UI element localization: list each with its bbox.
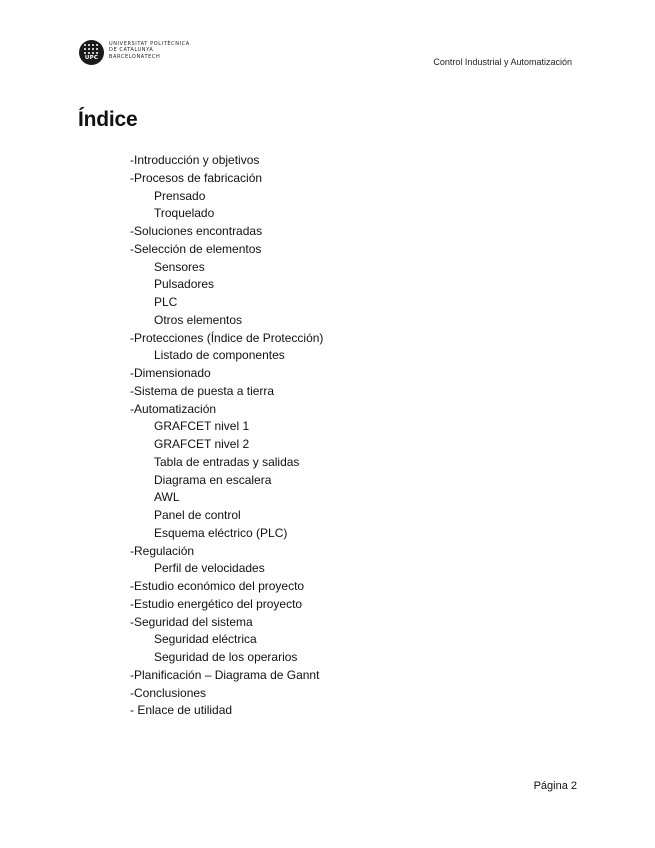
toc-item[interactable]: -Regulación	[130, 543, 195, 558]
toc-item[interactable]: -Planificación – Diagrama de Gannt	[130, 667, 320, 682]
toc-subitem[interactable]: Perfil de velocidades	[154, 561, 265, 576]
logo-abbr: UPC	[84, 55, 99, 61]
toc-item[interactable]: -Dimensionado	[130, 366, 211, 380]
toc-item[interactable]: -Seguridad del sistema	[130, 614, 253, 629]
upc-logo	[79, 40, 219, 68]
toc-subitem[interactable]: Pulsadores	[154, 277, 215, 292]
toc-subitem[interactable]: Seguridad de los operarios	[154, 650, 298, 664]
logo-line-1: UNIVERSITAT POLITÈCNICA	[109, 41, 190, 47]
toc-item[interactable]: -Procesos de fabricación	[130, 170, 263, 185]
toc-subitem[interactable]: Sensores	[154, 259, 205, 274]
toc-subitem[interactable]: Tabla de entradas y salidas	[154, 454, 300, 469]
toc-subitem[interactable]: Seguridad eléctrica	[154, 632, 257, 647]
toc-item[interactable]: -Estudio energético del proyecto	[130, 596, 303, 611]
document-subject: Control Industrial y Automatización	[433, 57, 572, 67]
toc-item[interactable]: -Selección de elementos	[130, 241, 262, 256]
logo-line-2: DE CATALUNYA	[109, 47, 154, 54]
logo-wordmark	[109, 41, 190, 60]
toc-item[interactable]: -Conclusiones	[130, 685, 207, 700]
toc-item[interactable]: - Enlace de utilidad	[130, 703, 233, 718]
upc-seal-icon	[79, 40, 104, 65]
table-of-contents	[130, 152, 323, 720]
page-title: Índice	[78, 108, 138, 131]
logo-line-3: BARCELONATECH	[109, 53, 161, 60]
toc-item[interactable]: -Introducción y objetivos	[130, 153, 260, 167]
toc-subitem[interactable]: Panel de control	[154, 508, 241, 522]
toc-subitem[interactable]: PLC	[154, 295, 178, 309]
toc-subitem[interactable]: Listado de componentes	[154, 348, 285, 363]
toc-subitem[interactable]: AWL	[154, 490, 180, 505]
toc-subitem[interactable]: Prensado	[154, 188, 206, 203]
toc-item[interactable]: -Sistema de puesta a tierra	[130, 383, 275, 398]
page-number: Página 2	[533, 780, 577, 792]
toc-subitem[interactable]: Esquema eléctrico (PLC)	[154, 525, 288, 540]
toc-subitem[interactable]: GRAFCET nivel 2	[154, 437, 250, 451]
toc-item[interactable]: -Estudio económico del proyecto	[130, 579, 305, 593]
toc-subitem[interactable]: Diagrama en escalera	[154, 472, 272, 487]
logo-dots	[84, 44, 99, 55]
toc-subitem[interactable]: Otros elementos	[154, 312, 243, 327]
toc-item[interactable]: -Protecciones (Índice de Protección)	[130, 330, 324, 345]
toc-item[interactable]: -Automatización	[130, 401, 217, 416]
toc-subitem[interactable]: GRAFCET nivel 1	[154, 419, 250, 434]
toc-subitem[interactable]: Troquelado	[154, 206, 215, 221]
toc-item[interactable]: -Soluciones encontradas	[130, 224, 263, 238]
